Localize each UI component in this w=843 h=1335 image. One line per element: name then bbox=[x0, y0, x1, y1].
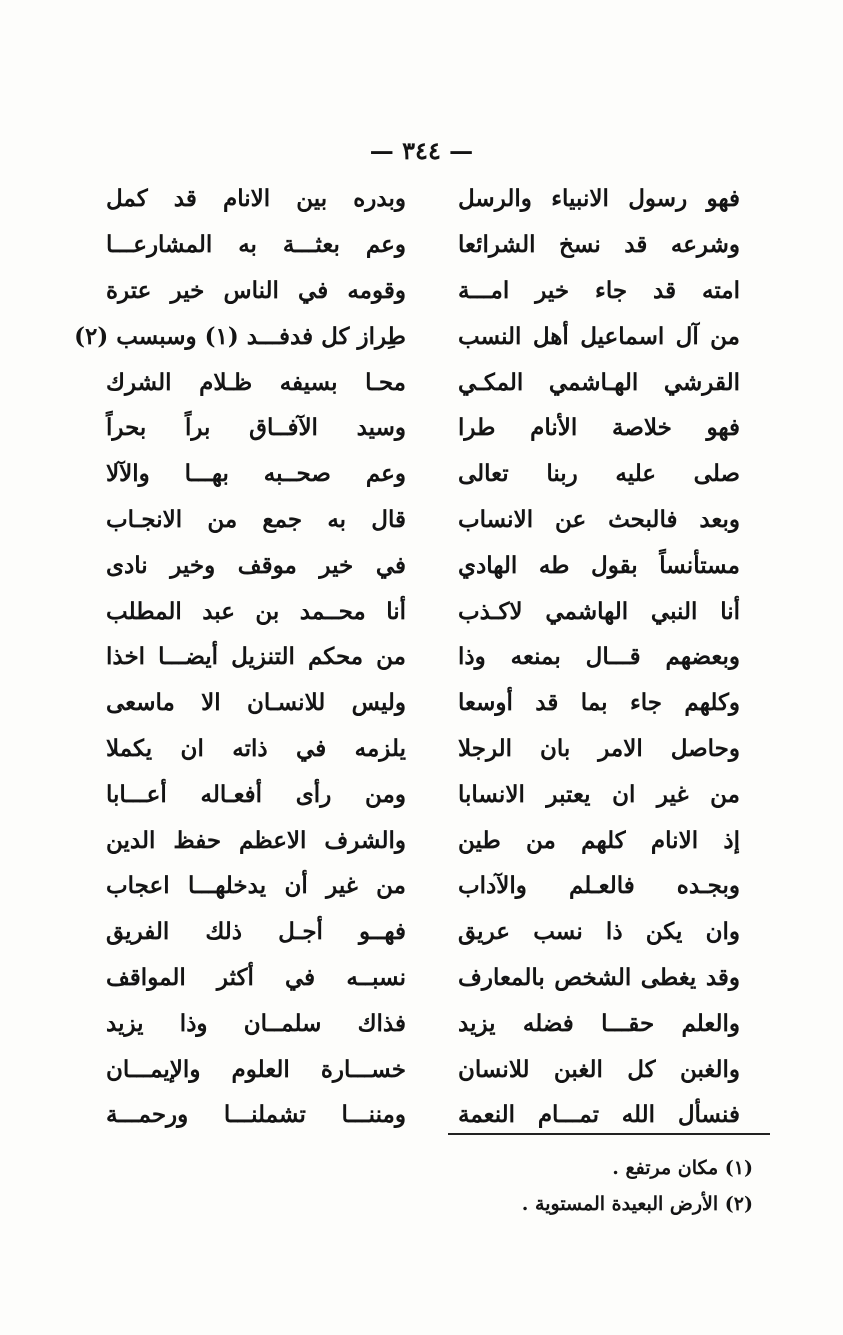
verse-first-hemistich: وبجـده فالعـلم والآداب bbox=[458, 872, 740, 900]
verse-first-hemistich: صلى عليه ربنا تعالى bbox=[458, 460, 740, 488]
verse-row bbox=[100, 222, 740, 268]
verse-row bbox=[100, 1092, 740, 1138]
verse-first-hemistich: وكلهم جاء بما قد أوسعا bbox=[458, 689, 740, 717]
verse-second-hemistich: ومن رأى أفعـاله أعـــابا bbox=[106, 780, 406, 808]
verse-row bbox=[100, 726, 740, 772]
verse-row bbox=[100, 451, 740, 497]
verse-second-hemistich: في خير موقف وخير نادى bbox=[106, 551, 406, 579]
verse-second-hemistich: من غير أن يدخلهـــا اعجاب bbox=[106, 872, 406, 900]
verse-row bbox=[100, 268, 740, 314]
poem-verses bbox=[74, 176, 740, 1138]
verse-row bbox=[100, 542, 740, 588]
verse-second-hemistich: محـا بسيفه ظـلام الشرك bbox=[106, 368, 406, 396]
verse-second-hemistich: وسيد الآفــاق براً بحراً bbox=[106, 414, 406, 442]
verse-first-hemistich: فهو رسول الانبياء والرسل bbox=[458, 185, 740, 213]
verse-second-hemistich: أنا محــمد بن عبد المطلب bbox=[106, 597, 406, 625]
verse-first-hemistich: وبعضهم قـــال بمنعه وذا bbox=[458, 643, 740, 671]
verse-row bbox=[74, 313, 740, 359]
verse-row bbox=[100, 863, 740, 909]
verse-first-hemistich: والغبن كل الغبن للانسان bbox=[458, 1055, 740, 1083]
footnote-1: (١) مكان مرتفع . bbox=[612, 1157, 753, 1179]
verse-second-hemistich: وقومه في الناس خير عترة bbox=[106, 276, 406, 304]
verse-row bbox=[100, 634, 740, 680]
verse-first-hemistich: وحاصل الامر بان الرجلا bbox=[458, 734, 740, 762]
verse-row bbox=[100, 1000, 740, 1046]
verse-first-hemistich: القرشي الهـاشمي المكـي bbox=[458, 368, 740, 396]
verse-first-hemistich: من غير ان يعتبر الانسابا bbox=[458, 780, 740, 808]
verse-first-hemistich: مستأنساً بقول طه الهادي bbox=[458, 551, 740, 579]
verse-row bbox=[100, 680, 740, 726]
verse-first-hemistich: وشرعه قد نسخ الشرائعا bbox=[458, 231, 740, 259]
verse-row bbox=[100, 955, 740, 1001]
verse-second-hemistich: من محكم التنزيل أيضـــا اخذا bbox=[106, 643, 406, 671]
verse-first-hemistich: والعلم حقـــا فضله يزيد bbox=[458, 1009, 740, 1037]
verse-second-hemistich: خســـارة العلوم والإيمـــان bbox=[106, 1055, 406, 1083]
verse-row bbox=[100, 176, 740, 222]
verse-row bbox=[100, 909, 740, 955]
verse-first-hemistich: إذ الانام كلهم من طين bbox=[458, 826, 740, 854]
verse-row bbox=[100, 588, 740, 634]
verse-first-hemistich: وبعد فالبحث عن الانساب bbox=[458, 505, 740, 533]
footnote-divider bbox=[448, 1133, 770, 1135]
verse-second-hemistich: وبدره بين الانام قد كمل bbox=[106, 185, 406, 213]
footnotes bbox=[353, 1150, 753, 1222]
verse-second-hemistich: يلزمه في ذاته ان يكملا bbox=[106, 734, 406, 762]
verse-second-hemistich: فهــو أجـل ذلك الفريق bbox=[106, 918, 406, 946]
verse-first-hemistich: وقد يغطى الشخص بالمعارف bbox=[458, 963, 740, 991]
verse-first-hemistich: وان يكن ذا نسب عريق bbox=[458, 918, 740, 946]
verse-first-hemistich: أنا النبي الهاشمي لاكـذب bbox=[458, 597, 740, 625]
verse-second-hemistich: والشرف الاعظم حفظ الدين bbox=[106, 826, 406, 854]
verse-second-hemistich: طِراز كل فدفـــد (١) وسبسب (٢) bbox=[74, 322, 406, 350]
verse-first-hemistich: من آل اسماعيل أهل النسب bbox=[458, 322, 740, 350]
verse-second-hemistich: فذاك سلمــان وذا يزيد bbox=[106, 1009, 406, 1037]
verse-first-hemistich: فنسأل الله تمـــام النعمة bbox=[458, 1101, 740, 1129]
verse-second-hemistich: ومننـــا تشملنـــا ورحمـــة bbox=[106, 1101, 406, 1129]
verse-row bbox=[100, 1046, 740, 1092]
verse-row bbox=[100, 817, 740, 863]
verse-second-hemistich: وعم صحــبه بهـــا والآلا bbox=[106, 460, 406, 488]
verse-second-hemistich: وليس للانسـان الا ماسعى bbox=[106, 689, 406, 717]
footnote-2: (٢) الأرض البعيدة المستوية . bbox=[521, 1193, 753, 1215]
page-number: — ٣٤٤ — bbox=[369, 136, 474, 165]
verse-second-hemistich: قال به جمع من الانجـاب bbox=[106, 505, 406, 533]
verse-first-hemistich: فهو خلاصة الأنام طرا bbox=[458, 414, 740, 442]
verse-first-hemistich: امته قد جاء خير امـــة bbox=[458, 276, 740, 304]
verse-row bbox=[100, 497, 740, 543]
verse-second-hemistich: نسبــه في أكثر المواقف bbox=[106, 963, 406, 991]
verse-second-hemistich: وعم بعثـــة به المشارعـــا bbox=[106, 231, 406, 259]
verse-row bbox=[100, 405, 740, 451]
verse-row bbox=[100, 359, 740, 405]
verse-row bbox=[100, 771, 740, 817]
